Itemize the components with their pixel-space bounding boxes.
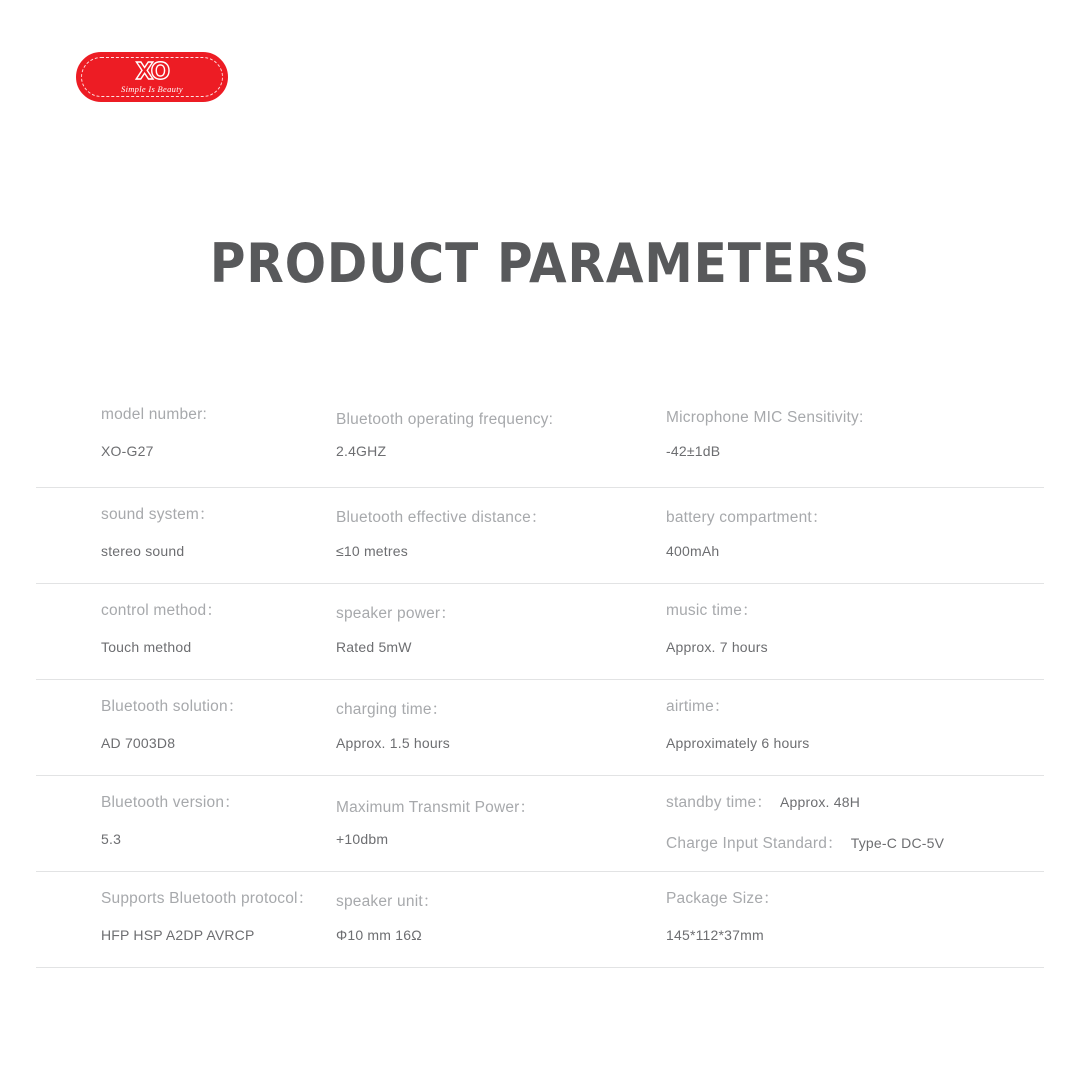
spec-value: Touch method — [101, 639, 192, 655]
spec-label: Supports Bluetooth protocol： — [101, 890, 314, 907]
spec-value: 5.3 — [101, 831, 122, 847]
spec-cell — [666, 697, 1044, 775]
spec-label: speaker unit： — [336, 893, 439, 910]
spec-label: battery compartment： — [666, 509, 828, 526]
brand-logo — [74, 50, 230, 104]
spec-value: 400mAh — [666, 543, 720, 559]
spec-label: model number: — [101, 406, 207, 423]
spec-cell — [36, 889, 336, 967]
spec-label: music time： — [666, 602, 758, 619]
spec-cell — [666, 409, 1044, 487]
spec-label: Package Size： — [666, 890, 779, 907]
spec-label: standby time： — [666, 794, 772, 811]
spec-label: Bluetooth effective distance： — [336, 509, 547, 526]
logo-badge — [74, 50, 230, 104]
spec-value: Approximately 6 hours — [666, 735, 810, 751]
charge-input-standard-pair — [666, 831, 1044, 853]
spec-value: Rated 5mW — [336, 639, 412, 655]
table-row — [36, 584, 1044, 680]
table-row — [36, 680, 1044, 776]
spec-cell — [36, 601, 336, 679]
spec-cell — [666, 793, 1044, 871]
spec-value: -42±1dB — [666, 443, 721, 459]
spec-label: Bluetooth operating frequency: — [336, 411, 554, 428]
spec-label: Microphone MIC Sensitivity: — [666, 409, 864, 426]
spec-value: XO-G27 — [101, 443, 154, 459]
spec-cell — [336, 409, 666, 487]
spec-label: speaker power： — [336, 605, 456, 622]
logo-wordmark: XO — [135, 59, 169, 85]
spec-value: Type-C DC-5V — [850, 835, 945, 851]
spec-table — [36, 392, 1044, 968]
spec-value: 145*112*37mm — [666, 927, 764, 943]
page-title: PRODUCT PARAMETERS — [209, 232, 871, 295]
spec-cell — [336, 793, 666, 871]
table-row — [36, 392, 1044, 488]
spec-label: sound system： — [101, 506, 215, 523]
spec-label: airtime： — [666, 698, 730, 715]
spec-cell — [336, 601, 666, 679]
spec-cell — [666, 505, 1044, 583]
spec-cell — [336, 889, 666, 967]
spec-cell — [336, 697, 666, 775]
spec-value: HFP HSP A2DP AVRCP — [101, 927, 255, 943]
spec-value: AD 7003D8 — [101, 735, 176, 751]
spec-cell — [336, 505, 666, 583]
spec-cell — [666, 889, 1044, 967]
spec-label: Bluetooth solution： — [101, 698, 244, 715]
spec-cell — [36, 697, 336, 775]
spec-value: stereo sound — [101, 543, 185, 559]
spec-value: Approx. 7 hours — [666, 639, 768, 655]
spec-value: ≤10 metres — [336, 543, 408, 559]
spec-cell — [36, 505, 336, 583]
spec-value: +10dbm — [336, 831, 389, 847]
spec-cell — [36, 406, 336, 487]
standby-time-pair — [666, 790, 1044, 812]
logo-tagline: Simple Is Beauty — [121, 84, 183, 94]
table-row — [36, 776, 1044, 872]
spec-value: Approx. 1.5 hours — [336, 735, 450, 751]
spec-value: Φ10 mm 16Ω — [336, 927, 422, 943]
spec-label: Bluetooth version： — [101, 794, 240, 811]
table-row — [36, 872, 1044, 968]
table-row — [36, 488, 1044, 584]
spec-label: Maximum Transmit Power： — [336, 799, 536, 816]
spec-cell — [36, 793, 336, 871]
spec-label: Charge Input Standard： — [666, 835, 843, 852]
spec-label: charging time： — [336, 701, 448, 718]
spec-cell — [666, 601, 1044, 679]
spec-label: control method： — [101, 602, 223, 619]
spec-value: 2.4GHZ — [336, 443, 387, 459]
spec-value: Approx. 48H — [779, 794, 861, 810]
